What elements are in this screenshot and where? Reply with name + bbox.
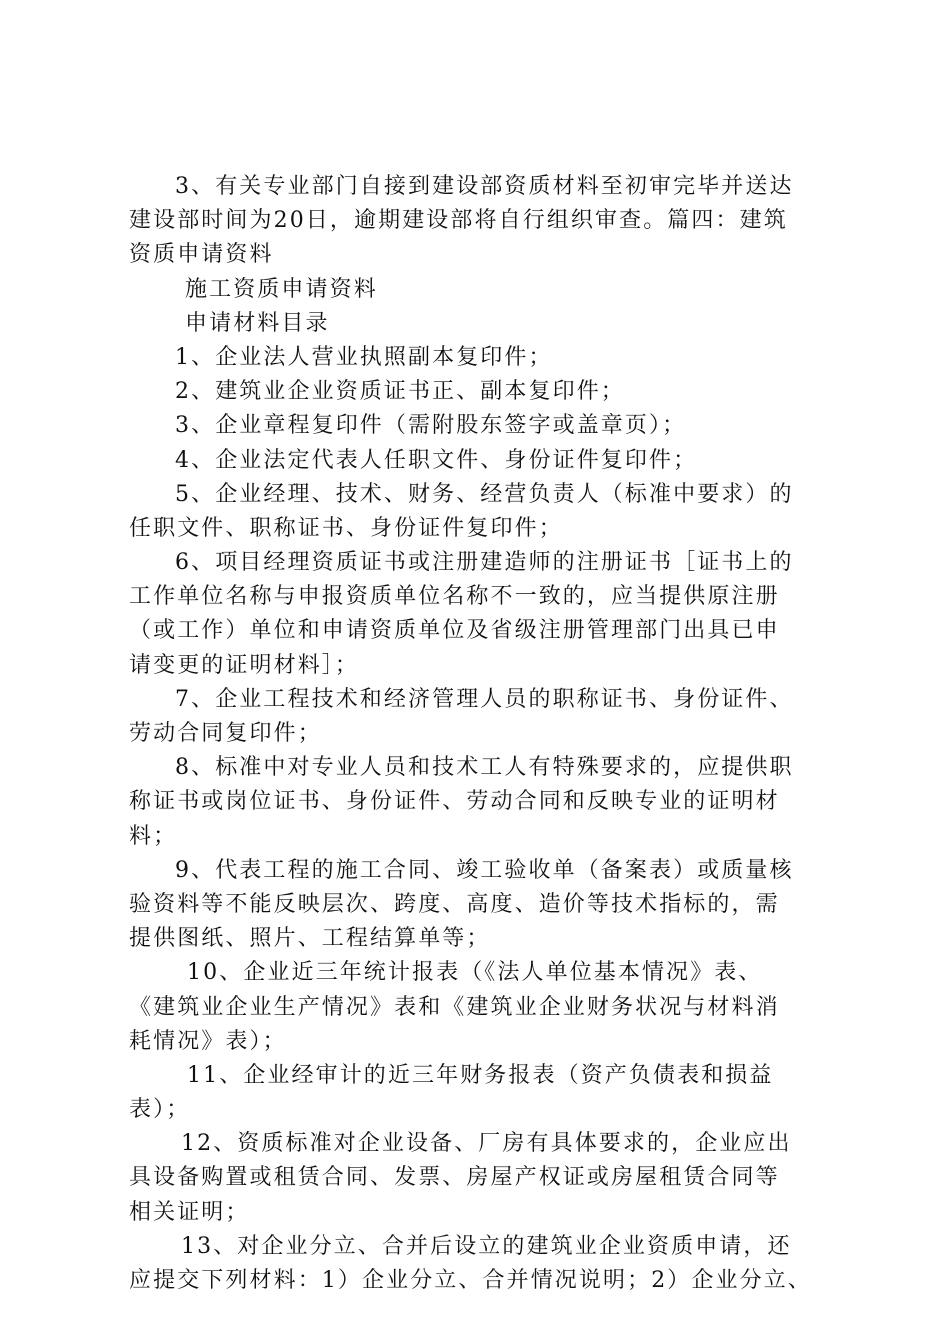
text-line: 9、代表工程的施工合同、竣工验收单（备案表）或质量核 xyxy=(175,857,794,883)
text-line: 13、对企业分立、合并后设立的建筑业企业资质申请，还 xyxy=(181,1233,792,1259)
text-line: 8、标准中对专业人员和技术工人有特殊要求的，应提供职 xyxy=(175,755,794,781)
text-line: 资质申请资料 xyxy=(129,242,274,268)
text-line: 请变更的证明材料］； xyxy=(129,652,360,678)
text-line: 建设部时间为20日，逾期建设部将自行组织审查。篇四：建筑 xyxy=(129,208,788,234)
text-line: 相关证明； xyxy=(129,1199,250,1225)
text-line: 料； xyxy=(129,823,178,849)
text-line: 耗情况》表）； xyxy=(129,1028,287,1054)
text-line: 5、企业经理、技术、财务、经营负责人（标准中要求）的 xyxy=(175,481,794,507)
text-line: （或工作）单位和申请资质单位及省级注册管理部门出具已申 xyxy=(129,618,780,644)
text-line: 施工资质申请资料 xyxy=(185,276,378,302)
text-line: 7、企业工程技术和经济管理人员的职称证书、身份证件、 xyxy=(175,686,794,712)
text-line: 任职文件、职称证书、身份证件复印件； xyxy=(129,515,563,541)
text-line: 应提交下列材料：1）企业分立、合并情况说明；2）企业分立、 xyxy=(129,1268,812,1293)
text-line: 11、企业经审计的近三年财务报表（资产负债表和损益 xyxy=(187,1062,774,1088)
text-line: 12、资质标准对企业设备、厂房有具体要求的，企业应出 xyxy=(181,1131,792,1157)
text-line: 2、建筑业企业资质证书正、副本复印件； xyxy=(175,379,625,405)
text-line: 3、有关专业部门自接到建设部资质材料至初审完毕并送达 xyxy=(175,174,794,199)
text-line: 申请材料目录 xyxy=(185,310,330,336)
text-line: 10、企业近三年统计报表（《法人单位基本情况》表、 xyxy=(187,960,763,986)
text-line: 4、企业法定代表人任职文件、身份证件复印件； xyxy=(175,447,698,473)
text-line: 3、企业章程复印件（需附股东签字或盖章页）； xyxy=(175,413,687,439)
text-line: 提供图纸、照片、工程结算单等； xyxy=(129,926,491,952)
text-line: 1、企业法人营业执照副本复印件； xyxy=(175,344,553,370)
text-line: 《建筑业企业生产情况》表和《建筑业企业财务状况与材料消 xyxy=(129,994,780,1020)
document-body xyxy=(129,170,837,1298)
text-line: 验资料等不能反映层次、跨度、高度、造价等技术指标的，需 xyxy=(129,891,780,917)
text-line: 具设备购置或租赁合同、发票、房屋产权证或房屋租赁合同等 xyxy=(129,1165,780,1191)
text-line: 工作单位名称与申报资质单位名称不一致的，应当提供原注册 xyxy=(129,584,780,610)
text-line: 6、项目经理资质证书或注册建造师的注册证书［证书上的 xyxy=(175,550,794,576)
text-line: 劳动合同复印件； xyxy=(129,721,322,746)
text-line: 称证书或岗位证书、身份证件、劳动合同和反映专业的证明材 xyxy=(129,789,780,815)
text-line: 表）； xyxy=(129,1097,191,1123)
